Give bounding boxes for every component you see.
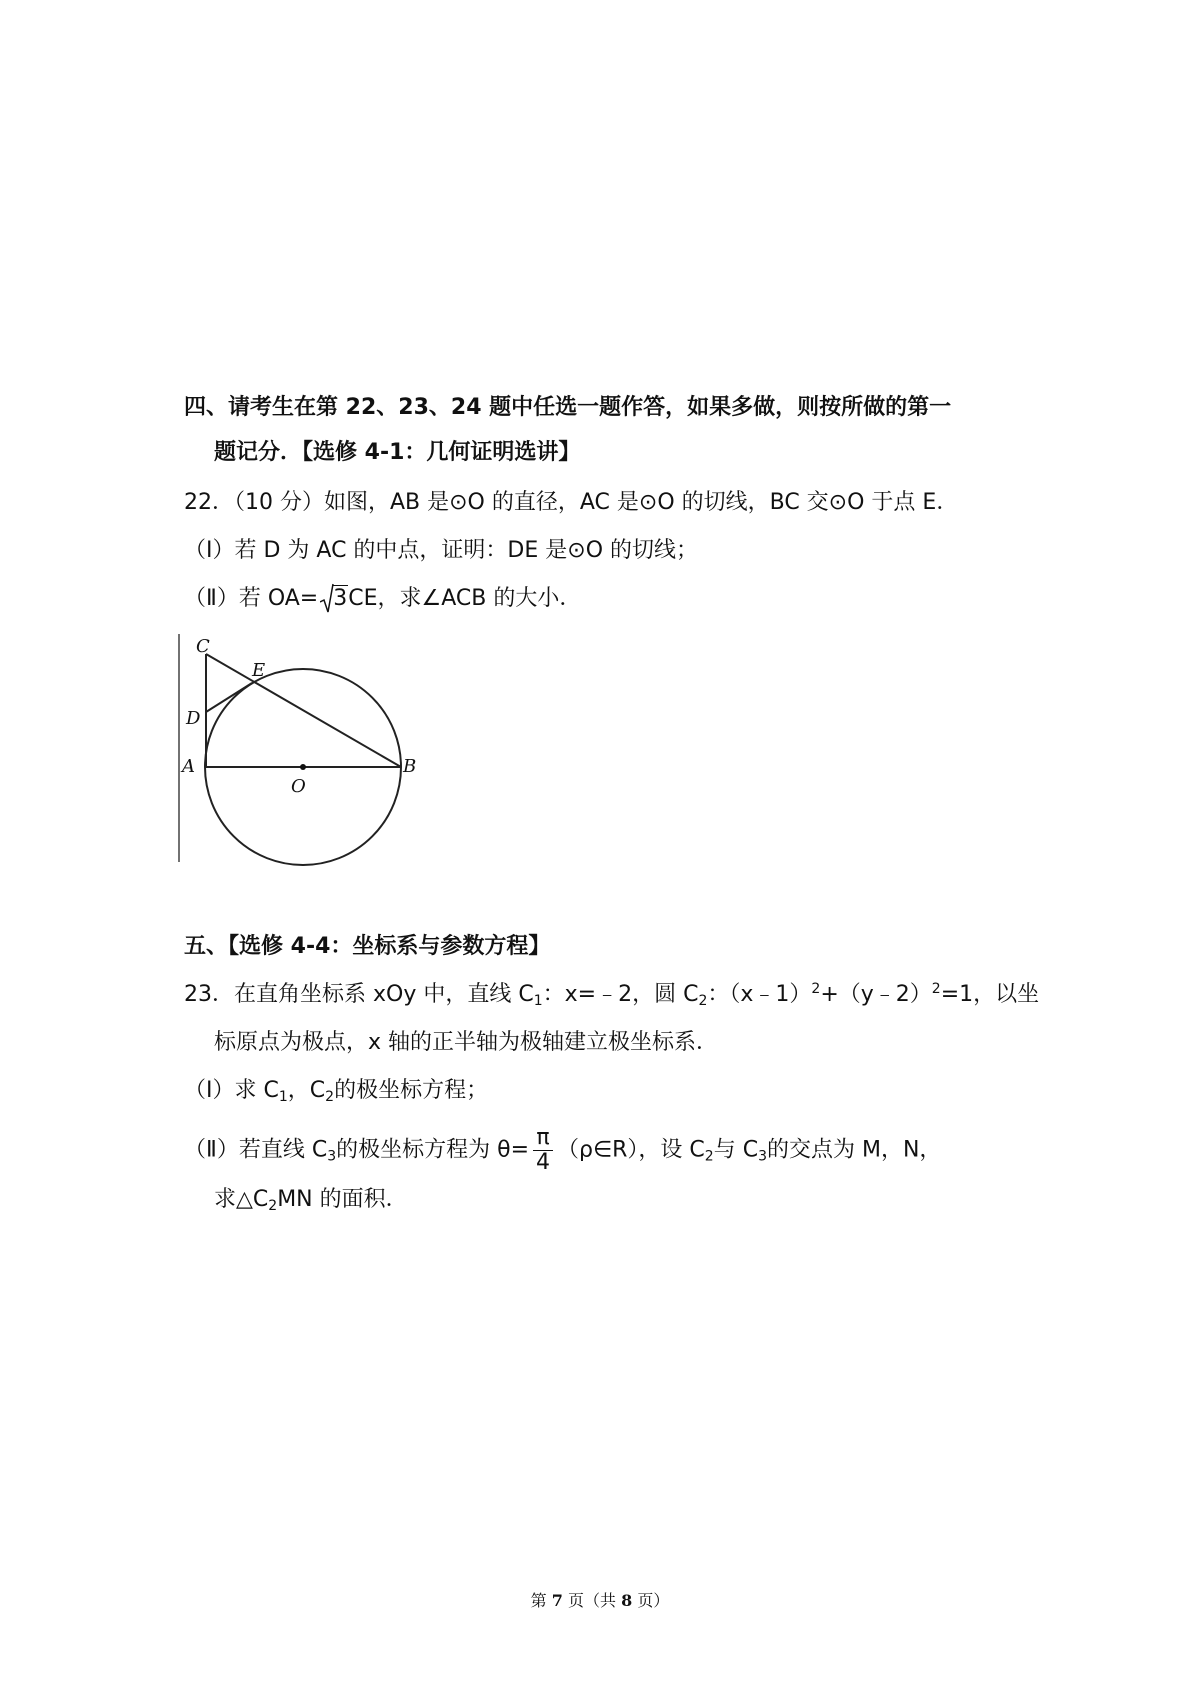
q23-p3-b: MN 的面积． (277, 1187, 408, 1212)
q23-line1 (184, 980, 1039, 1010)
footer-post: 页） (632, 1591, 670, 1610)
center-point-o (300, 764, 306, 770)
footer-page-number: 7 (551, 1591, 563, 1610)
section4-heading-line1: 四、请考生在第 22、23、24 题中任选一题作答，如果多做，则按所做的第一 (184, 395, 952, 420)
q23-p2-a: （Ⅱ）若直线 C (184, 1137, 328, 1163)
q22-part2-prefix: （Ⅱ）若 OA= (184, 586, 319, 611)
footer-mid: 页（共 (562, 1591, 622, 1610)
q23-l1-sup1: 2 (811, 981, 821, 997)
q22-part1: （Ⅰ）若 D 为 AC 的中点，证明：DE 是⊙O 的切线； (184, 538, 699, 563)
segment-cb (206, 654, 401, 767)
q23-p2-sub3: 3 (327, 1148, 337, 1165)
fraction-denominator: 4 (536, 1150, 550, 1175)
q23-part2 (184, 1126, 941, 1175)
section5-heading: 五、【选修 4-4：坐标系与参数方程】 (184, 934, 551, 959)
q23-p2-e: 的交点为 M，N， (766, 1137, 942, 1163)
q22-stem: 22．（10 分）如图，AB 是⊙O 的直径，AC 是⊙O 的切线，BC 交⊙O 于点 E． (184, 490, 959, 515)
q23-part1 (184, 1076, 488, 1106)
q23-l1-sub1: 1 (533, 993, 543, 1009)
q23-p1-b: ，C (287, 1078, 326, 1103)
q23-l1-sub2: 2 (698, 993, 708, 1009)
page-footer (0, 1588, 1200, 1611)
q23-p1-a: （Ⅰ）求 C (184, 1078, 279, 1103)
footer-total-pages: 8 (621, 1591, 633, 1610)
q23-l1-sup2: 2 (931, 981, 941, 997)
q23-line2: 标原点为极点，x 轴的正半轴为极轴建立极坐标系． (214, 1030, 719, 1055)
fraction-numerator: π (533, 1126, 552, 1151)
q23-l1-e: =1，以坐 (940, 982, 1040, 1007)
q23-p2-b: 的极坐标方程为 θ= (336, 1137, 529, 1163)
q22-part2-radicand: 3 (333, 586, 348, 611)
q23-p1-sub2: 2 (325, 1089, 335, 1105)
q23-part2-cont (214, 1185, 408, 1215)
label-b: B (403, 756, 417, 777)
q23-p3-sub2: 2 (268, 1198, 278, 1214)
q23-p2-c: （ρ∈R），设 C (557, 1137, 705, 1163)
q23-p1-c: 的极坐标方程； (334, 1078, 489, 1103)
geometry-figure (176, 630, 426, 866)
q23-p2-d: 与 C (713, 1137, 759, 1163)
label-d: D (186, 708, 201, 729)
label-c: C (196, 636, 210, 657)
label-a: A (182, 756, 195, 777)
q23-l1-d: +（y﹣2） (820, 982, 932, 1007)
q23-p1-sub1: 1 (278, 1089, 288, 1105)
q23-p2-sub2: 2 (704, 1148, 714, 1165)
q22-part2-suffix: CE，求∠ACB 的大小． (348, 586, 582, 611)
label-o: O (291, 776, 306, 797)
sqrt-symbol (320, 584, 348, 614)
q23-p2-sub3b: 3 (758, 1148, 767, 1165)
q23-l1-a: 23．在直角坐标系 xOy 中，直线 C (184, 982, 534, 1007)
q23-l1-c: ：（x﹣1） (707, 982, 812, 1007)
q23-l1-b: ：x=﹣2，圆 C (542, 982, 699, 1007)
q23-p3-a: 求△C (214, 1187, 269, 1212)
footer-pre: 第 (530, 1591, 552, 1610)
section4-heading-line2: 题记分．【选修 4-1：几何证明选讲】 (214, 440, 581, 465)
segment-de (206, 683, 252, 712)
fraction-pi-over-4 (533, 1126, 553, 1175)
label-e: E (252, 660, 266, 681)
q22-part2 (184, 584, 581, 614)
